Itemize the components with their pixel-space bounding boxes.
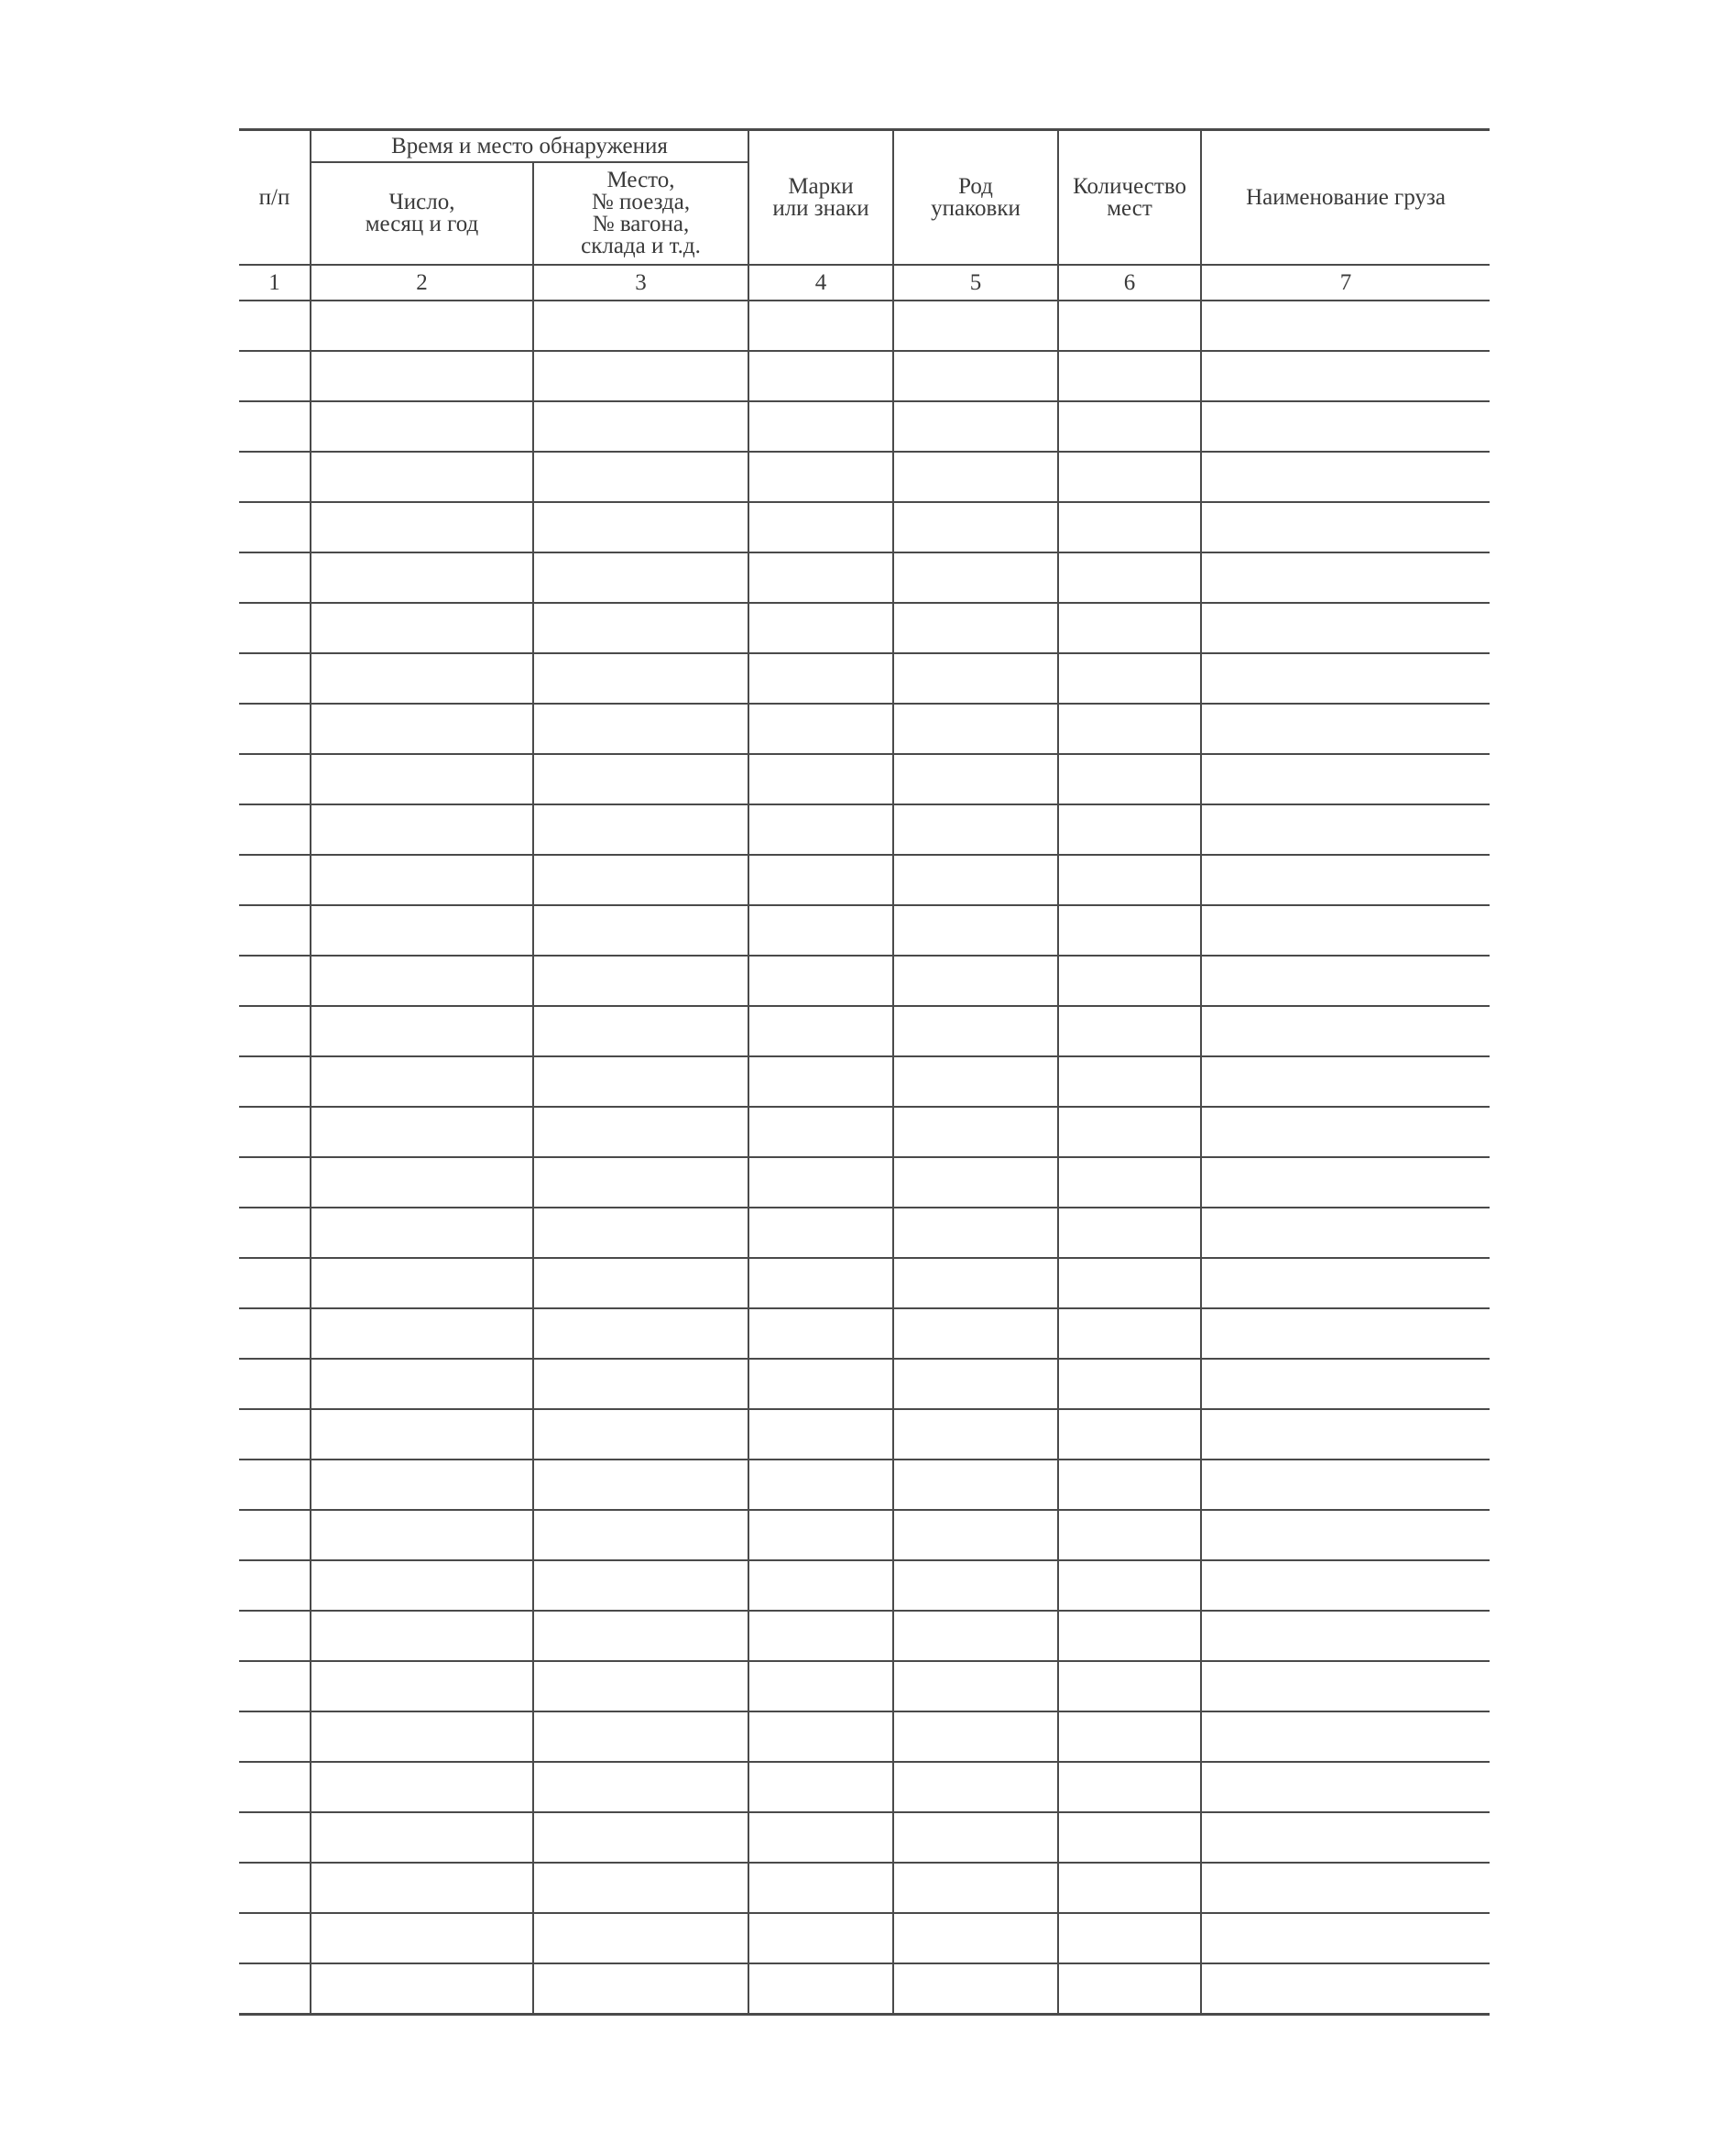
table-cell xyxy=(1058,1258,1201,1308)
table-cell xyxy=(1058,1812,1201,1863)
table-cell xyxy=(239,1157,311,1208)
table-cell xyxy=(533,754,748,804)
table-row xyxy=(239,1460,1490,1510)
table-cell xyxy=(1201,754,1490,804)
table-cell xyxy=(311,1056,533,1107)
header-date: Число, месяц и год xyxy=(311,162,533,265)
table-cell xyxy=(1201,1560,1490,1611)
table-cell xyxy=(311,351,533,401)
table-cell xyxy=(533,552,748,603)
table-cell xyxy=(1058,452,1201,502)
table-cell xyxy=(893,956,1058,1006)
table-cell xyxy=(893,552,1058,603)
table-cell xyxy=(893,804,1058,855)
table-cell xyxy=(239,1963,311,2015)
table-cell xyxy=(239,603,311,653)
table-cell xyxy=(1201,351,1490,401)
table-cell xyxy=(311,1661,533,1711)
table-cell xyxy=(1058,1963,1201,2015)
table-cell xyxy=(748,1258,893,1308)
table-cell xyxy=(1058,704,1201,754)
table-cell xyxy=(311,552,533,603)
table-cell xyxy=(533,905,748,956)
table-cell xyxy=(1201,956,1490,1006)
table-cell xyxy=(748,905,893,956)
table-cell xyxy=(748,1510,893,1560)
table-cell xyxy=(748,1359,893,1409)
table-cell xyxy=(893,1611,1058,1661)
table-cell xyxy=(893,1963,1058,2015)
table-cell xyxy=(1058,1359,1201,1409)
table-row xyxy=(239,905,1490,956)
table-cell xyxy=(311,905,533,956)
table-cell xyxy=(1058,1157,1201,1208)
table-cell xyxy=(1058,1308,1201,1359)
table-cell xyxy=(311,1711,533,1762)
table-cell xyxy=(533,301,748,351)
table-cell xyxy=(239,804,311,855)
table-cell xyxy=(748,1661,893,1711)
table-row xyxy=(239,855,1490,905)
table-cell xyxy=(239,1208,311,1258)
table-cell xyxy=(1201,1611,1490,1661)
table-row xyxy=(239,1661,1490,1711)
table-cell xyxy=(311,1157,533,1208)
table-cell xyxy=(748,1913,893,1963)
table-cell xyxy=(1058,1510,1201,1560)
table-cell xyxy=(1058,855,1201,905)
table-cell xyxy=(748,653,893,704)
table-cell xyxy=(239,401,311,452)
table-cell xyxy=(533,603,748,653)
table-row xyxy=(239,1056,1490,1107)
table-cell xyxy=(748,1308,893,1359)
table-cell xyxy=(1058,1661,1201,1711)
table-cell xyxy=(311,855,533,905)
table-cell xyxy=(239,452,311,502)
header-cargo-name: Наименование груза xyxy=(1201,130,1490,266)
table-cell xyxy=(533,1359,748,1409)
table-cell xyxy=(239,754,311,804)
cargo-discovery-table xyxy=(239,128,1490,2016)
table-row xyxy=(239,704,1490,754)
table-cell xyxy=(533,401,748,452)
table-row xyxy=(239,653,1490,704)
table-cell xyxy=(533,1510,748,1560)
header-quantity: Количество мест xyxy=(1058,130,1201,266)
table-cell xyxy=(1058,1006,1201,1056)
table-row xyxy=(239,351,1490,401)
table-cell xyxy=(311,603,533,653)
table-cell xyxy=(311,1006,533,1056)
table-cell xyxy=(893,351,1058,401)
table-cell xyxy=(1058,1611,1201,1661)
table-row xyxy=(239,1107,1490,1157)
table-cell xyxy=(311,956,533,1006)
table-cell xyxy=(1201,1913,1490,1963)
table-cell xyxy=(533,452,748,502)
table-cell xyxy=(239,704,311,754)
table-cell xyxy=(748,301,893,351)
table-row xyxy=(239,804,1490,855)
table-cell xyxy=(1058,1208,1201,1258)
table-cell xyxy=(311,1863,533,1913)
table-cell xyxy=(1201,704,1490,754)
header-marks: Марки или знаки xyxy=(748,130,893,266)
table-cell xyxy=(893,1863,1058,1913)
table-cell xyxy=(239,1863,311,1913)
table-cell xyxy=(893,1107,1058,1157)
table-row xyxy=(239,1611,1490,1661)
table-cell xyxy=(893,1308,1058,1359)
table-cell xyxy=(1201,1157,1490,1208)
table-cell xyxy=(533,956,748,1006)
table-row xyxy=(239,301,1490,351)
table-cell xyxy=(533,1812,748,1863)
column-number: 1 xyxy=(239,265,311,301)
table-cell xyxy=(533,1711,748,1762)
table-cell xyxy=(748,1560,893,1611)
table-cell xyxy=(533,1762,748,1812)
table-cell xyxy=(239,1056,311,1107)
table-cell xyxy=(239,351,311,401)
table-cell xyxy=(748,603,893,653)
column-number: 6 xyxy=(1058,265,1201,301)
table-cell xyxy=(1058,956,1201,1006)
table-cell xyxy=(311,1409,533,1460)
table-row xyxy=(239,552,1490,603)
table-cell xyxy=(1201,1963,1490,2015)
table-cell xyxy=(533,1409,748,1460)
table-cell xyxy=(893,401,1058,452)
table-cell xyxy=(748,1409,893,1460)
table-cell xyxy=(239,1409,311,1460)
table-cell xyxy=(533,1208,748,1258)
table-cell xyxy=(533,1661,748,1711)
table-cell xyxy=(748,1711,893,1762)
table-cell xyxy=(311,1208,533,1258)
table-cell xyxy=(311,1460,533,1510)
table-cell xyxy=(748,1208,893,1258)
table-cell xyxy=(893,653,1058,704)
table-cell xyxy=(1201,1258,1490,1308)
table-cell xyxy=(748,1963,893,2015)
table-cell xyxy=(893,1711,1058,1762)
table-cell xyxy=(1058,1711,1201,1762)
table-row xyxy=(239,1963,1490,2015)
table-cell xyxy=(1058,754,1201,804)
table-cell xyxy=(239,1460,311,1510)
table-cell xyxy=(311,704,533,754)
table-cell xyxy=(1058,905,1201,956)
table-cell xyxy=(893,301,1058,351)
table-row xyxy=(239,956,1490,1006)
table-cell xyxy=(239,1762,311,1812)
table-cell xyxy=(748,401,893,452)
table-cell xyxy=(1201,452,1490,502)
table-cell xyxy=(311,1762,533,1812)
table-cell xyxy=(748,1762,893,1812)
table-cell xyxy=(311,1963,533,2015)
table-cell xyxy=(1201,1308,1490,1359)
table-cell xyxy=(1201,1107,1490,1157)
table-cell xyxy=(311,804,533,855)
table-cell xyxy=(533,1258,748,1308)
table-cell xyxy=(893,1056,1058,1107)
table-cell xyxy=(533,1006,748,1056)
header-packaging: Род упаковки xyxy=(893,130,1058,266)
table-cell xyxy=(1201,603,1490,653)
column-number: 4 xyxy=(748,265,893,301)
header-place: Место, № поезда, № вагона, склада и т.д. xyxy=(533,162,748,265)
table-cell xyxy=(1058,1560,1201,1611)
table-cell xyxy=(311,754,533,804)
table-cell xyxy=(533,804,748,855)
table-cell xyxy=(239,1913,311,1963)
table-cell xyxy=(893,754,1058,804)
table-cell xyxy=(893,1359,1058,1409)
table-cell xyxy=(748,1863,893,1913)
table-cell xyxy=(239,1006,311,1056)
table-row xyxy=(239,1510,1490,1560)
table-cell xyxy=(748,704,893,754)
table-cell xyxy=(311,1913,533,1963)
column-number: 7 xyxy=(1201,265,1490,301)
table-cell xyxy=(1058,653,1201,704)
table-cell xyxy=(239,1611,311,1661)
table-row xyxy=(239,1812,1490,1863)
table-cell xyxy=(893,1812,1058,1863)
table-cell xyxy=(239,905,311,956)
table-cell xyxy=(239,1107,311,1157)
table-cell xyxy=(1201,1863,1490,1913)
column-number-row xyxy=(239,265,1490,301)
table-cell xyxy=(311,1611,533,1661)
table-row xyxy=(239,1711,1490,1762)
table-cell xyxy=(311,452,533,502)
table-row xyxy=(239,1208,1490,1258)
table-cell xyxy=(893,603,1058,653)
table-cell xyxy=(893,704,1058,754)
table-row xyxy=(239,1157,1490,1208)
table-cell xyxy=(748,1460,893,1510)
table-cell xyxy=(239,502,311,552)
table-cell xyxy=(311,1560,533,1611)
table-cell xyxy=(533,1107,748,1157)
table-cell xyxy=(1201,855,1490,905)
table-cell xyxy=(893,905,1058,956)
table-cell xyxy=(1058,351,1201,401)
table-cell xyxy=(311,1308,533,1359)
table-cell xyxy=(533,1863,748,1913)
column-number: 5 xyxy=(893,265,1058,301)
table-cell xyxy=(533,855,748,905)
table-cell xyxy=(1201,401,1490,452)
table-cell xyxy=(239,1510,311,1560)
table-cell xyxy=(893,1661,1058,1711)
table-cell xyxy=(1058,1056,1201,1107)
table-cell xyxy=(1201,653,1490,704)
table-row xyxy=(239,452,1490,502)
table-cell xyxy=(239,1711,311,1762)
table-cell xyxy=(1201,1006,1490,1056)
table-cell xyxy=(748,956,893,1006)
table-cell xyxy=(311,301,533,351)
table-cell xyxy=(748,1107,893,1157)
table-cell xyxy=(1058,1863,1201,1913)
table-cell xyxy=(1201,1510,1490,1560)
table-cell xyxy=(311,1510,533,1560)
table-cell xyxy=(533,351,748,401)
table-cell xyxy=(1201,1711,1490,1762)
table-cell xyxy=(893,1510,1058,1560)
table-cell xyxy=(239,1560,311,1611)
table-cell xyxy=(1201,905,1490,956)
table-row xyxy=(239,1258,1490,1308)
table-cell xyxy=(1058,301,1201,351)
table-row xyxy=(239,603,1490,653)
table-cell xyxy=(1201,1409,1490,1460)
table-cell xyxy=(1201,1208,1490,1258)
table-row xyxy=(239,502,1490,552)
table-cell xyxy=(893,1409,1058,1460)
table-cell xyxy=(533,704,748,754)
table-cell xyxy=(311,401,533,452)
table-cell xyxy=(1058,1409,1201,1460)
table-cell xyxy=(533,1308,748,1359)
table-cell xyxy=(748,452,893,502)
table-row xyxy=(239,1359,1490,1409)
header-pp: п/п xyxy=(239,130,311,266)
table-cell xyxy=(311,1258,533,1308)
table-cell xyxy=(239,1258,311,1308)
table-cell xyxy=(239,1661,311,1711)
table-cell xyxy=(1201,552,1490,603)
table-cell xyxy=(1201,1661,1490,1711)
table-cell xyxy=(893,502,1058,552)
table-cell xyxy=(239,1359,311,1409)
table-cell xyxy=(239,1308,311,1359)
table-row xyxy=(239,1762,1490,1812)
table-cell xyxy=(893,1560,1058,1611)
column-number: 2 xyxy=(311,265,533,301)
table-cell xyxy=(1058,1762,1201,1812)
table-cell xyxy=(1058,401,1201,452)
table-row xyxy=(239,754,1490,804)
table-cell xyxy=(1058,1107,1201,1157)
table-row xyxy=(239,1409,1490,1460)
table-cell xyxy=(311,653,533,704)
table-cell xyxy=(1201,1762,1490,1812)
table-cell xyxy=(893,452,1058,502)
table-cell xyxy=(311,1359,533,1409)
table-cell xyxy=(533,502,748,552)
table-cell xyxy=(1201,1460,1490,1510)
table-cell xyxy=(893,855,1058,905)
table-cell xyxy=(748,502,893,552)
table-cell xyxy=(893,1157,1058,1208)
table-cell xyxy=(239,653,311,704)
table-cell xyxy=(533,1056,748,1107)
table-cell xyxy=(893,1208,1058,1258)
table-cell xyxy=(893,1460,1058,1510)
table-cell xyxy=(748,855,893,905)
table-cell xyxy=(239,1812,311,1863)
column-number: 3 xyxy=(533,265,748,301)
table-cell xyxy=(311,1107,533,1157)
table-cell xyxy=(1201,1812,1490,1863)
table-cell xyxy=(1058,804,1201,855)
table-row xyxy=(239,1308,1490,1359)
table-cell xyxy=(1058,552,1201,603)
table-cell xyxy=(533,1157,748,1208)
table-cell xyxy=(748,1611,893,1661)
table-cell xyxy=(1201,1359,1490,1409)
table-cell xyxy=(533,1611,748,1661)
header-time-place-group: Время и место обнаружения xyxy=(311,130,748,163)
table-cell xyxy=(239,855,311,905)
table-cell xyxy=(533,1460,748,1510)
table-cell xyxy=(1058,603,1201,653)
table-cell xyxy=(533,1963,748,2015)
table-cell xyxy=(748,804,893,855)
table-cell xyxy=(1058,1913,1201,1963)
table-cell xyxy=(893,1913,1058,1963)
table-cell xyxy=(239,956,311,1006)
table-cell xyxy=(311,502,533,552)
table-cell xyxy=(893,1006,1058,1056)
table-cell xyxy=(1201,301,1490,351)
table-cell xyxy=(239,301,311,351)
table-cell xyxy=(239,552,311,603)
table-cell xyxy=(748,1157,893,1208)
table-row xyxy=(239,1913,1490,1963)
table-cell xyxy=(533,1560,748,1611)
table-cell xyxy=(748,351,893,401)
table-row xyxy=(239,1006,1490,1056)
table-row xyxy=(239,1863,1490,1913)
table-cell xyxy=(533,653,748,704)
table-row xyxy=(239,1560,1490,1611)
table-cell xyxy=(748,1006,893,1056)
table-cell xyxy=(748,1056,893,1107)
table-cell xyxy=(1058,1460,1201,1510)
table-cell xyxy=(748,1812,893,1863)
table-cell xyxy=(1058,502,1201,552)
table-row xyxy=(239,401,1490,452)
table-cell xyxy=(311,1812,533,1863)
table-cell xyxy=(748,754,893,804)
table-cell xyxy=(893,1762,1058,1812)
table-cell xyxy=(1201,1056,1490,1107)
table-cell xyxy=(1201,804,1490,855)
table-cell xyxy=(748,552,893,603)
table-cell xyxy=(533,1913,748,1963)
table-cell xyxy=(1201,502,1490,552)
table-cell xyxy=(893,1258,1058,1308)
